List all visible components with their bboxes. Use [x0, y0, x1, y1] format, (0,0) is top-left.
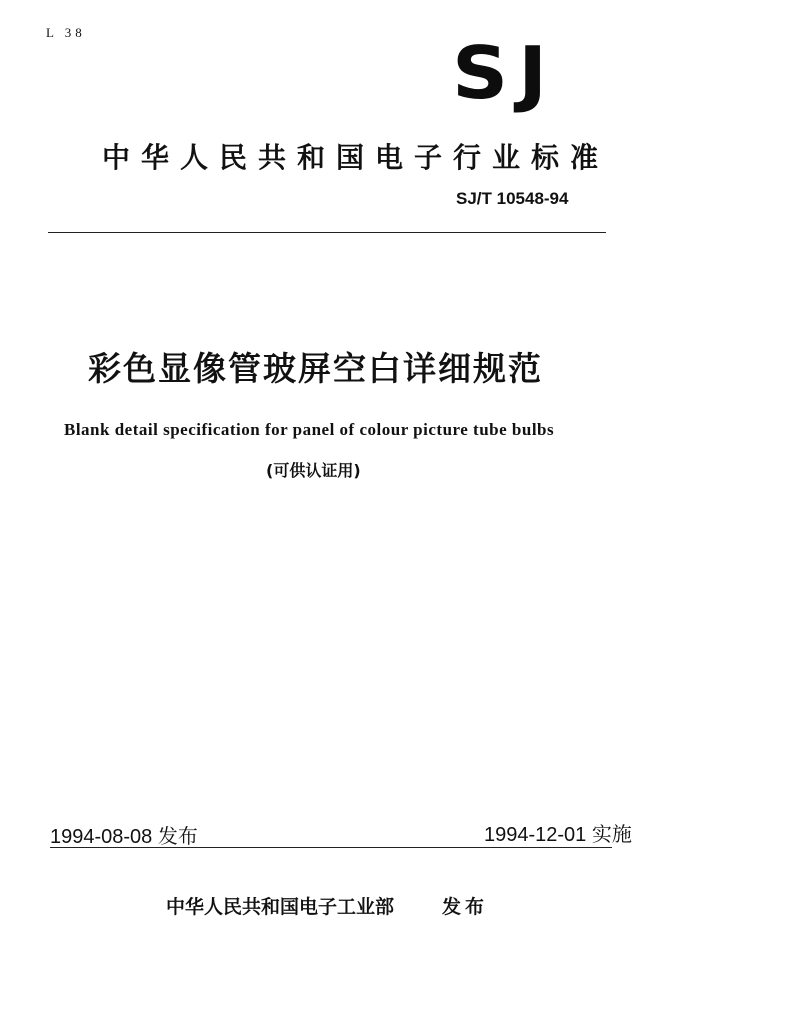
standard-number: SJ/T 10548-94 — [456, 189, 569, 208]
document-title-chinese: 彩色显像管玻屏空白详细规范 — [88, 349, 543, 388]
issue-date: 1994-08-08 发布 — [50, 826, 198, 848]
top-divider — [48, 232, 606, 233]
effective-date: 1994-12-01 实施 — [484, 824, 632, 846]
sj-logo: SJ — [452, 32, 558, 116]
classification-code: L 38 — [46, 25, 86, 40]
document-title-english: Blank detail specification for panel of colour picture tube bulbs — [64, 420, 555, 439]
issuer-action: 发布 — [442, 896, 489, 918]
standard-title: 中华人民共和国电子行业标准 — [102, 141, 610, 174]
issuing-authority: 中华人民共和国电子工业部 — [166, 896, 395, 918]
bottom-divider — [50, 847, 612, 848]
document-subtitle: (可供认证用) — [266, 461, 361, 480]
